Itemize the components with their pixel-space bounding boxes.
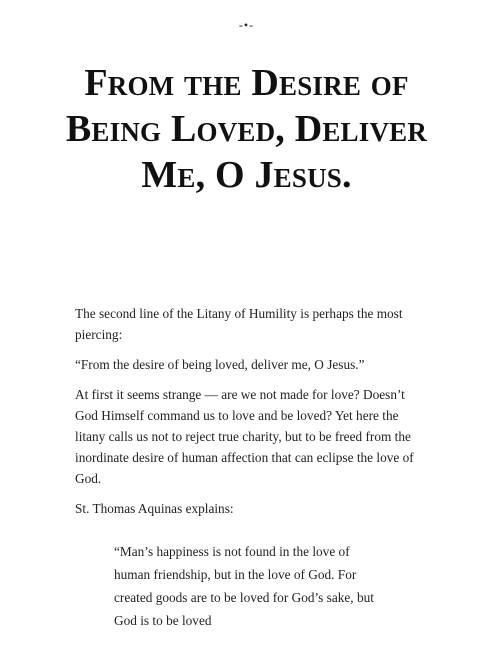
paragraph-aquinas-intro: St. Thomas Aquinas explains: xyxy=(75,501,234,516)
body-text xyxy=(75,303,423,528)
paragraph-intro: The second line of the Litany of Humility is perhaps the most piercing: xyxy=(75,306,403,342)
header-ornament: -•- xyxy=(238,18,255,32)
paragraph-reflection: At first it seems strange — are we not made for love? Doesn’t God Himself command us to love and be loved? Yet here the litany calls us not to reject true charity, but to be freed from the inordinate desire of human affection that can eclipse the love of God. xyxy=(75,387,414,486)
paragraph-litany-line: “From the desire of being loved, deliver me, O Jesus.” xyxy=(75,357,365,372)
chapter-title: From the Desire of Being Loved, Deliver Me, O Jesus. xyxy=(65,62,428,196)
aquinas-quote: “Man’s happiness is not found in the love of human friendship, but in the love of God. For created goods are to be loved for God’s sake, but God is to be loved xyxy=(114,544,374,628)
